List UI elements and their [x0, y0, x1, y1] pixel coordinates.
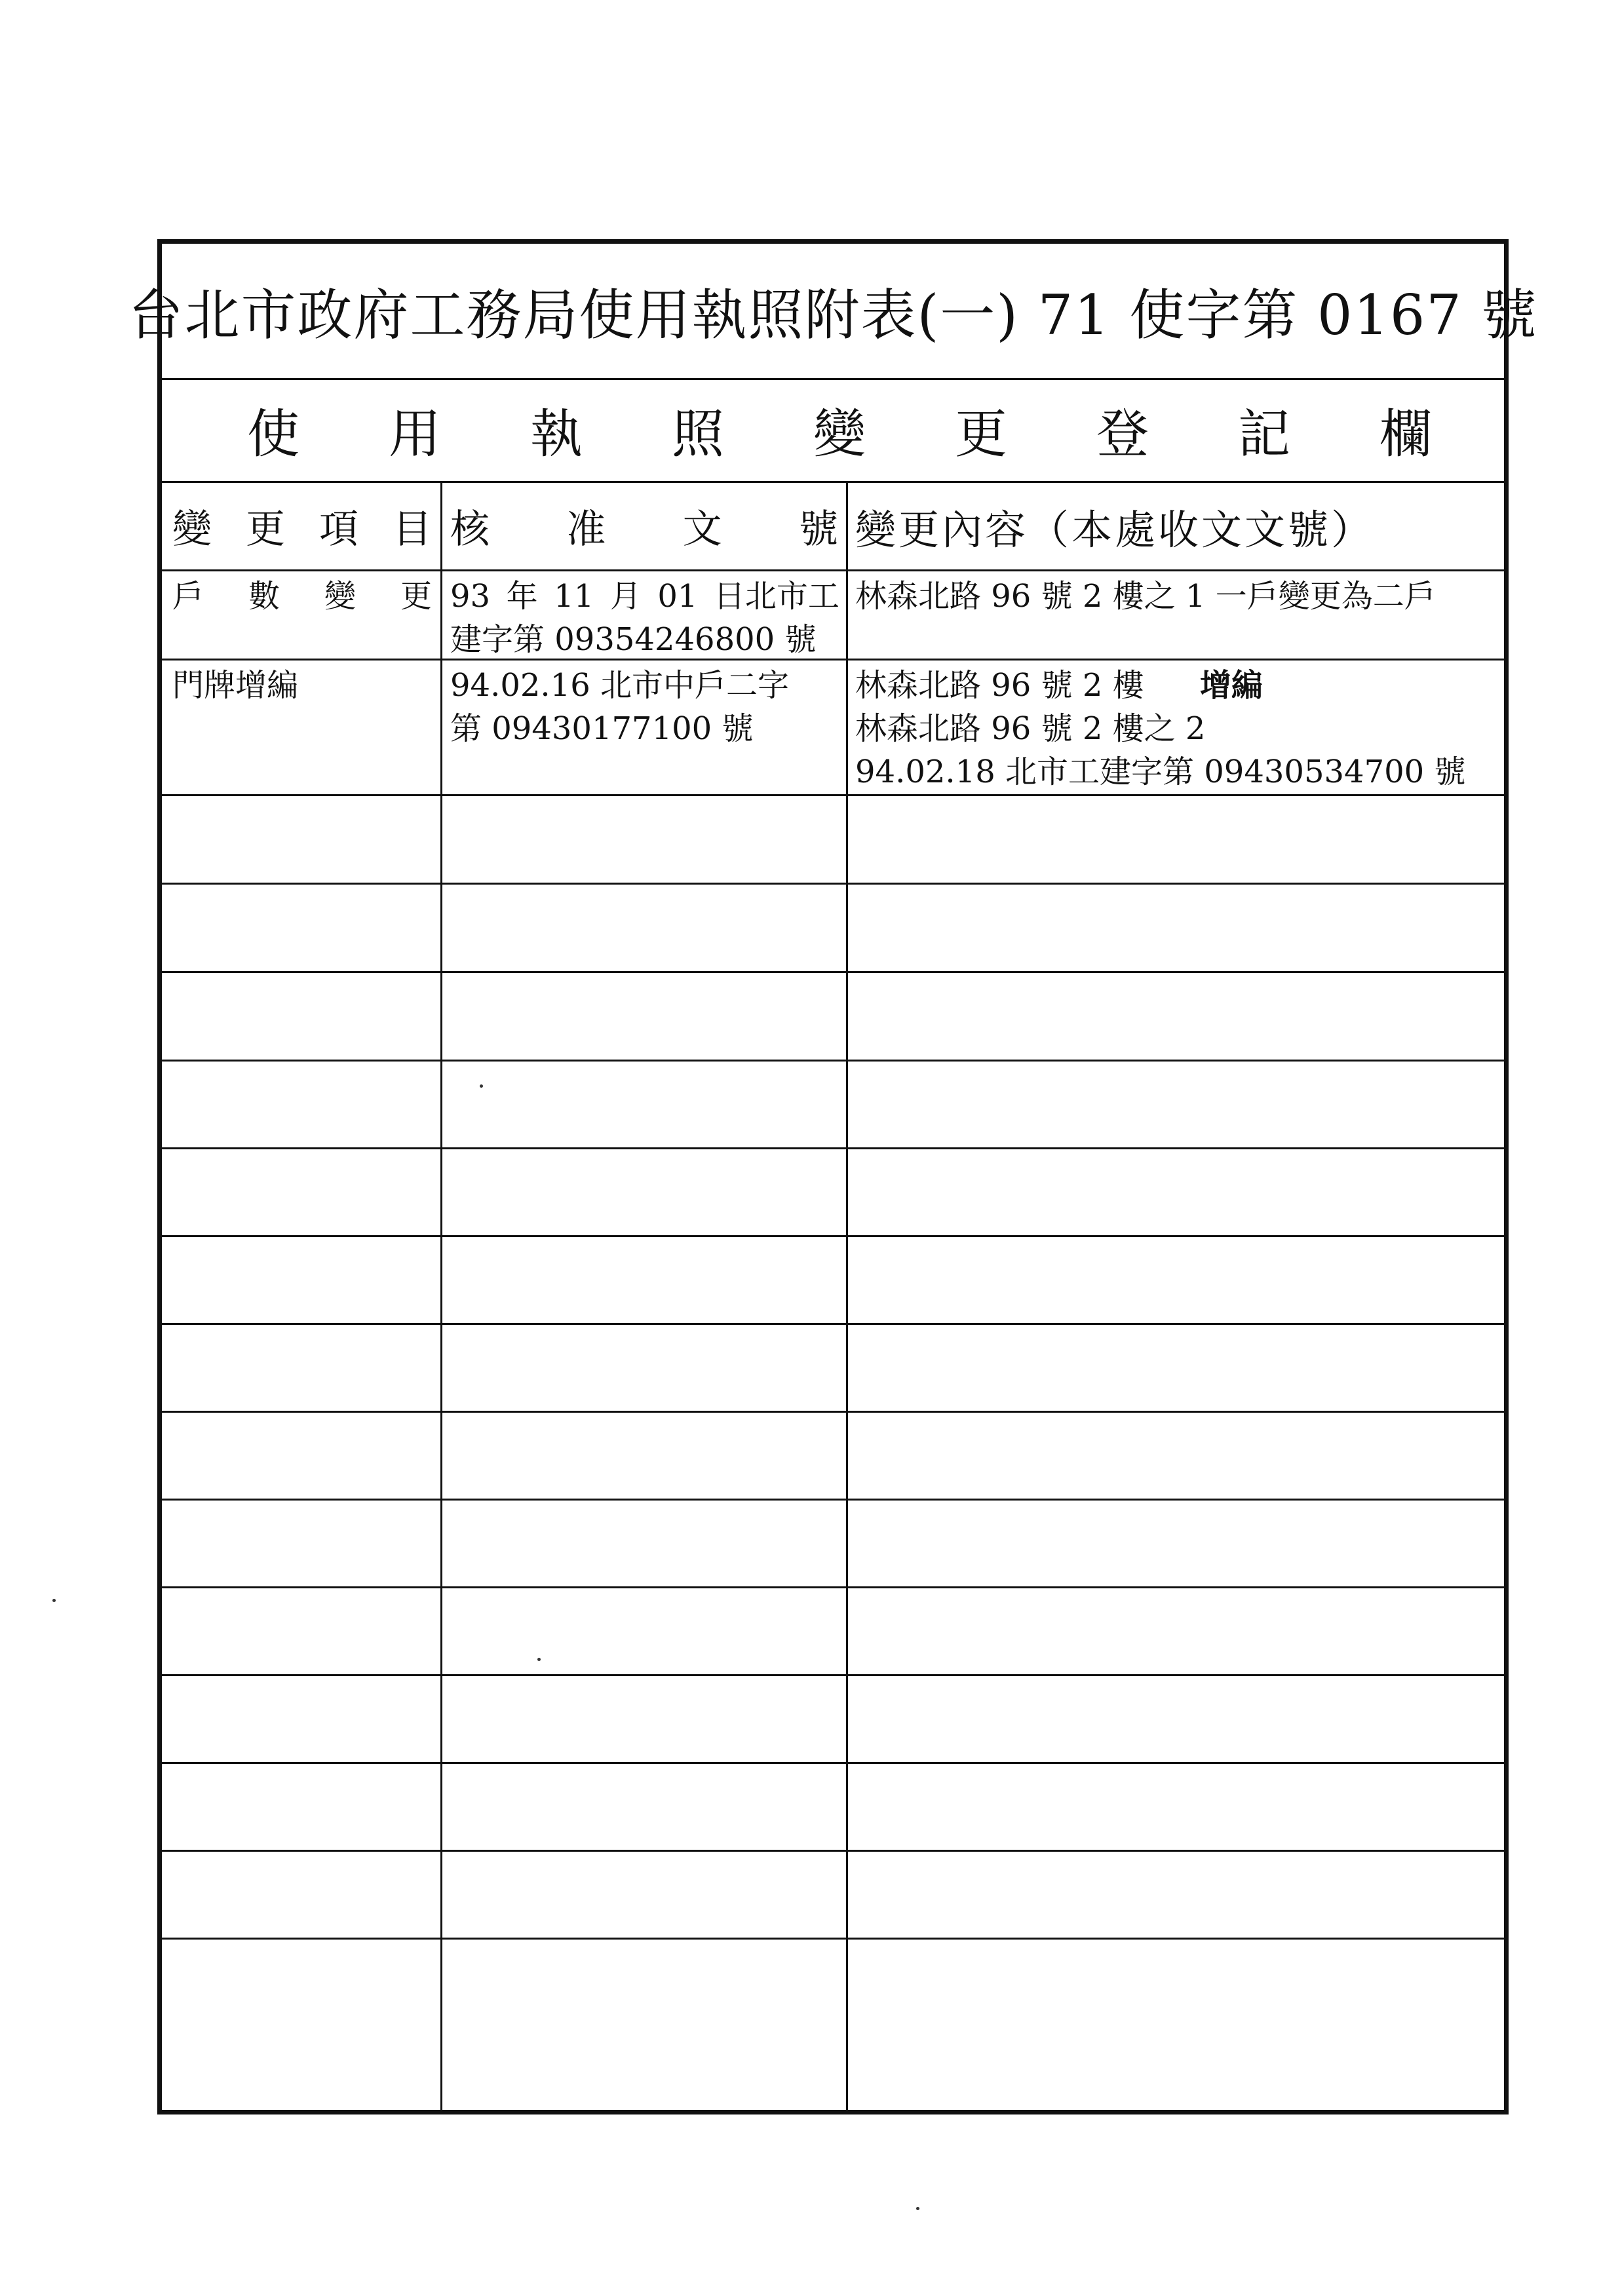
- header-char: 更: [246, 507, 285, 552]
- header-char: 變: [172, 507, 212, 552]
- header-change-item: [167, 483, 437, 569]
- column-divider: [846, 483, 848, 2110]
- row-divider: [162, 883, 1504, 885]
- row-divider: [162, 1147, 1504, 1149]
- approval-part: 年: [506, 578, 538, 615]
- approval-line1: 94.02.16 北市中戶二字: [450, 667, 790, 704]
- subtitle-char: 使: [247, 404, 299, 465]
- item-char: 數: [248, 578, 280, 615]
- approval-part: 11: [554, 578, 594, 615]
- scan-speck: [916, 2207, 919, 2210]
- row-divider: [162, 1411, 1504, 1413]
- row-divider: [162, 1060, 1504, 1062]
- approval-line1: [450, 575, 839, 618]
- item-char: 戶: [172, 578, 204, 615]
- header-change-content: 變更內容（本處收文文號）: [855, 505, 1375, 554]
- header-char: 文: [682, 507, 722, 552]
- header-char: 項: [319, 507, 358, 552]
- change-record-table: [162, 483, 1504, 2110]
- approval-part: 93: [450, 578, 491, 615]
- content-tag: 增編: [1199, 667, 1263, 704]
- subtitle-char: 記: [1238, 404, 1290, 465]
- header-char: 准: [566, 507, 606, 552]
- subtitle-char: 變: [813, 404, 866, 465]
- subtitle-char: 照: [672, 404, 724, 465]
- header-char: 核: [450, 507, 490, 552]
- header-char: 號: [798, 507, 838, 552]
- row-divider: [162, 1235, 1504, 1237]
- row1-change-item: [167, 575, 437, 659]
- content-address: 林森北路 96 號 2 樓: [855, 667, 1144, 704]
- approval-line2: 建字第 09354246800 號: [450, 621, 817, 658]
- row-divider: [162, 1586, 1504, 1588]
- row-divider: [162, 1850, 1504, 1852]
- content-line2: 林森北路 96 號 2 樓之 2: [855, 710, 1206, 747]
- row2-approval-number: [445, 664, 845, 794]
- approval-part: 月: [609, 578, 642, 615]
- row-divider: [162, 1323, 1504, 1325]
- content-line3: 94.02.18 北市工建字第 09430534700 號: [855, 754, 1466, 790]
- row-divider: [162, 1938, 1504, 1940]
- subtitle-char: 執: [530, 404, 583, 465]
- scan-speck: [480, 1084, 483, 1088]
- row1-approval-number: [445, 575, 845, 659]
- license-attachment-form: [128, 239, 1538, 2114]
- approval-part: 01: [657, 578, 698, 615]
- content-line1: 林森北路 96 號 2 樓之 1 一戶變更為二戶: [855, 578, 1436, 615]
- column-divider: [440, 483, 442, 2110]
- form-subtitle: [162, 378, 1504, 483]
- row-divider: [162, 971, 1504, 973]
- row2-change-item: 門牌增編: [172, 667, 299, 704]
- approval-line2: 第 09430177100 號: [450, 710, 754, 747]
- row-divider: [162, 569, 1504, 571]
- subtitle-char: 用: [389, 404, 441, 465]
- subtitle-char: 欄: [1379, 404, 1432, 465]
- row-divider: [162, 794, 1504, 796]
- content-line1: [855, 664, 1500, 707]
- approval-part: 日北市工: [713, 578, 839, 615]
- header-approval-number: [445, 483, 843, 569]
- row-divider: [162, 1674, 1504, 1676]
- scan-speck: [52, 1599, 56, 1602]
- row-divider: [162, 1499, 1504, 1501]
- item-char: 變: [324, 578, 356, 615]
- item-char: 更: [400, 578, 432, 615]
- row2-change-content: [850, 664, 1505, 794]
- form-title: 台北市政府工務局使用執照附表(一) 71 使字第 0167 號: [162, 244, 1504, 380]
- row-divider: [162, 1762, 1504, 1764]
- row-divider: [162, 659, 1504, 660]
- row1-change-content: [850, 575, 1505, 659]
- scan-speck: [537, 1658, 541, 1661]
- subtitle-char: 登: [1096, 404, 1149, 465]
- header-char: 目: [393, 507, 432, 552]
- subtitle-char: 更: [955, 404, 1007, 465]
